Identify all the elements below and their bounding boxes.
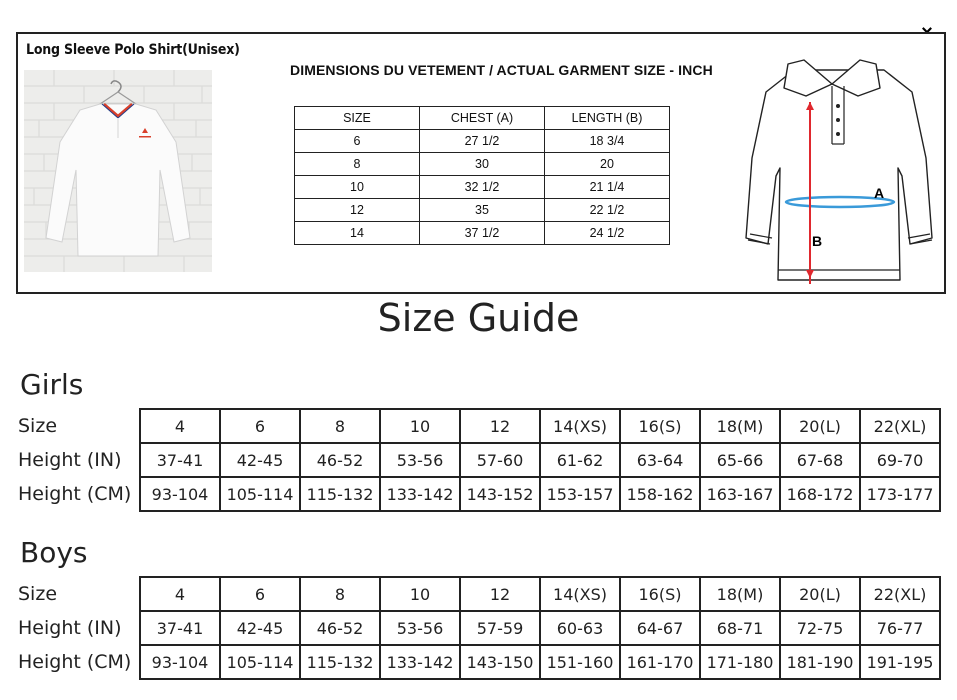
table-cell: 24 1/2 — [545, 222, 670, 245]
garment-size-table — [294, 106, 670, 245]
column-header: LENGTH (B) — [545, 107, 670, 130]
table-cell: 18(M) — [700, 577, 780, 611]
table-cell: 8 — [300, 409, 380, 443]
chest-label: A — [874, 185, 885, 201]
table-cell: 16(S) — [620, 577, 700, 611]
table-cell: 72-75 — [780, 611, 860, 645]
table-cell: 67-68 — [780, 443, 860, 477]
table-cell: 16(S) — [620, 409, 700, 443]
table-cell: 158-162 — [620, 477, 700, 511]
table-cell: 65-66 — [700, 443, 780, 477]
boys-section-title: Boys — [20, 536, 88, 569]
table-cell: 8 — [300, 577, 380, 611]
table-cell: 153-157 — [540, 477, 620, 511]
table-cell: 14 — [295, 222, 420, 245]
table-cell: 105-114 — [220, 477, 300, 511]
table-cell: 93-104 — [140, 645, 220, 679]
column-header: CHEST (A) — [420, 107, 545, 130]
table-cell: 37 1/2 — [420, 222, 545, 245]
girls-section-title: Girls — [20, 368, 84, 401]
table-cell: 22(XL) — [860, 577, 940, 611]
table-row — [295, 199, 670, 222]
product-photo — [24, 70, 212, 272]
table-row — [140, 477, 940, 511]
table-cell: 10 — [380, 409, 460, 443]
table-cell: 133-142 — [380, 477, 460, 511]
table-header-row — [295, 107, 670, 130]
column-header: SIZE — [295, 107, 420, 130]
table-cell: 161-170 — [620, 645, 700, 679]
table-cell: 60-63 — [540, 611, 620, 645]
table-row — [140, 443, 940, 477]
table-cell: 42-45 — [220, 611, 300, 645]
table-cell: 57-59 — [460, 611, 540, 645]
table-cell: 27 1/2 — [420, 130, 545, 153]
table-cell: 4 — [140, 409, 220, 443]
table-cell: 4 — [140, 577, 220, 611]
table-cell: 151-160 — [540, 645, 620, 679]
table-cell: 163-167 — [700, 477, 780, 511]
table-cell: 37-41 — [140, 443, 220, 477]
length-label: B — [812, 233, 823, 249]
table-cell: 20(L) — [780, 577, 860, 611]
table-cell: 46-52 — [300, 443, 380, 477]
table-cell: 8 — [295, 153, 420, 176]
table-cell: 20(L) — [780, 409, 860, 443]
row-label: Height (CM) — [18, 651, 132, 673]
table-cell: 10 — [380, 577, 460, 611]
table-row — [140, 577, 940, 611]
table-cell: 6 — [220, 577, 300, 611]
table-cell: 53-56 — [380, 611, 460, 645]
table-cell: 76-77 — [860, 611, 940, 645]
table-row — [140, 611, 940, 645]
garment-size-heading: DIMENSIONS DU VETEMENT / ACTUAL GARMENT SIZE - INCH — [290, 62, 713, 78]
table-cell: 35 — [420, 199, 545, 222]
table-row — [140, 645, 940, 679]
table-row — [295, 130, 670, 153]
table-cell: 20 — [545, 153, 670, 176]
row-label: Height (IN) — [18, 449, 122, 471]
table-cell: 181-190 — [780, 645, 860, 679]
table-cell: 68-71 — [700, 611, 780, 645]
table-cell: 93-104 — [140, 477, 220, 511]
garment-size-panel — [16, 32, 946, 294]
table-cell: 32 1/2 — [420, 176, 545, 199]
row-label: Height (CM) — [18, 483, 132, 505]
table-cell: 63-64 — [620, 443, 700, 477]
table-cell: 191-195 — [860, 645, 940, 679]
table-cell: 42-45 — [220, 443, 300, 477]
table-cell: 105-114 — [220, 645, 300, 679]
table-cell: 18(M) — [700, 409, 780, 443]
table-cell: 12 — [460, 577, 540, 611]
table-cell: 133-142 — [380, 645, 460, 679]
table-row — [295, 176, 670, 199]
table-cell: 12 — [460, 409, 540, 443]
row-label: Size — [18, 583, 58, 605]
boys-size-table — [139, 576, 941, 680]
table-cell: 14(XS) — [540, 577, 620, 611]
table-cell: 46-52 — [300, 611, 380, 645]
table-cell: 53-56 — [380, 443, 460, 477]
table-cell: 115-132 — [300, 645, 380, 679]
row-label: Height (IN) — [18, 617, 122, 639]
table-cell: 143-150 — [460, 645, 540, 679]
table-cell: 10 — [295, 176, 420, 199]
table-row — [295, 222, 670, 245]
table-cell: 14(XS) — [540, 409, 620, 443]
table-cell: 6 — [295, 130, 420, 153]
table-cell: 18 3/4 — [545, 130, 670, 153]
page-title: Size Guide — [377, 296, 580, 340]
table-cell: 64-67 — [620, 611, 700, 645]
table-cell: 171-180 — [700, 645, 780, 679]
table-cell: 143-152 — [460, 477, 540, 511]
table-cell: 30 — [420, 153, 545, 176]
table-row — [140, 409, 940, 443]
table-cell: 168-172 — [780, 477, 860, 511]
row-label: Size — [18, 415, 58, 437]
polo-shirt-diagram — [730, 58, 940, 284]
product-title: Long Sleeve Polo Shirt(Unisex) — [26, 42, 240, 58]
table-cell: 61-62 — [540, 443, 620, 477]
table-cell: 12 — [295, 199, 420, 222]
girls-size-table — [139, 408, 941, 512]
table-cell: 69-70 — [860, 443, 940, 477]
table-cell: 22 1/2 — [545, 199, 670, 222]
table-cell: 173-177 — [860, 477, 940, 511]
table-cell: 22(XL) — [860, 409, 940, 443]
table-cell: 115-132 — [300, 477, 380, 511]
table-row — [295, 153, 670, 176]
table-cell: 6 — [220, 409, 300, 443]
table-cell: 57-60 — [460, 443, 540, 477]
table-cell: 21 1/4 — [545, 176, 670, 199]
table-cell: 37-41 — [140, 611, 220, 645]
